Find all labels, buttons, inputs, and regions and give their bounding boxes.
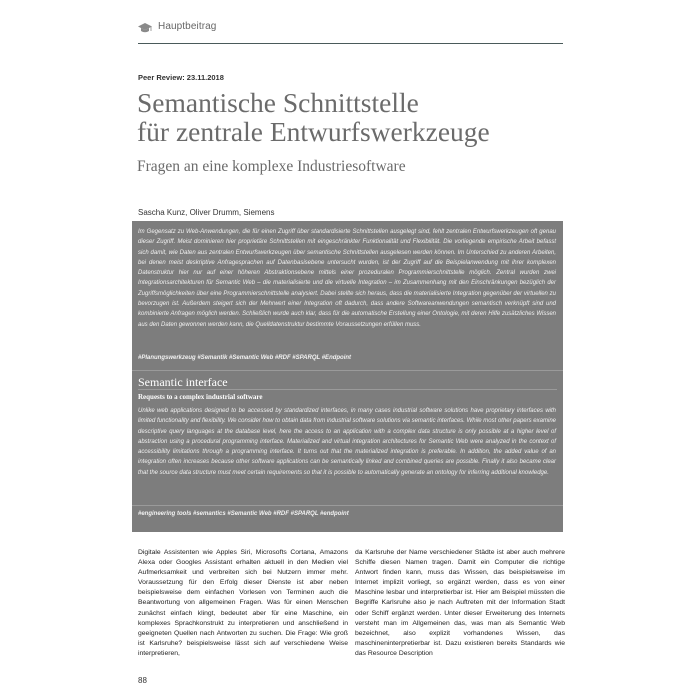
abstract-box [132,221,563,532]
body-column-left: Digitale Assistenten wie Apples Siri, Microsofts Cortana, Amazons Alexa oder Googles Assistant erhalten aktuell in den Medien viel Aufmerksamkeit und verbreiten sich bei Nutzern immer mehr. Voraussetzung für den Erfolg dieser Dienste ist aber neben beispielsweise dem einfachen Vorlesen von Terminen auch die Beantwortung von allgemeinen Fragen. Was für einen Menschen zunächst einfach klingt, bedeutet aber für eine Maschine, ein komplexes Sprachkonstrukt zu interpretieren und anschließend in geeigneten Quellen nach Antworten zu suchen. Die Frage: Wie groß ist Karlsruhe? beispielsweise lässt sich auf verschiedene Weise interpretieren, [138,549,348,657]
abstract-tags-divider [132,505,563,506]
header-divider [138,43,563,44]
section-label: Hauptbeitrag [158,21,217,32]
article-title-line2: für zentrale Entwurfswerkzeuge [137,116,490,147]
abstract-english-text: Unlike web applications designed to be accessed by standardized interfaces, in many cases industrial software solutions have proprietary interfaces with limited functionality and flexibility. We consider how to obtain data from industrial software solutions via semantic interfaces. While most other papers examine descriptive query languages at the database level, here the access to an application with a complex data structure is only possible at a higher level of abstraction using a procedural programming interface. Materialized and virtual integration architectures for Semantic Web were analyzed in the context of accessibility limitations through a programming interface. It turns out that the materialized integration is preferable. In addition, the added value of an integration often increases because other software applications can be semantically linked and combined queries are possible. Finally it also became clear that the source data structure must meet certain requirements so that it is possible to automatically generate an ontology for inferring additional knowledge. [138,408,556,476]
abstract-english-tags: #engineering tools #semantics #Semantic Web #RDF #SPARQL #endpoint [138,511,349,517]
body-column-right: da Karlsruhe der Name verschiedener Städte ist aber auch mehrere Schiffe diesen Namen tragen. Damit ein Computer die richtige Antwort finden kann, muss das Wissen, das beispielsweise im Internet implizit vorliegt, so ergänzt werden, dass es von einer Maschine lesbar und interpretierbar ist. Hier am Beispiel müssten die Begriffe Karlsruhe also je nach Auftreten mit der Information Stadt oder Schiff ergänzt werden. Unter dieser Erweiterung des Internets versteht man im Allgemeinen das, was man als Semantic Web bezeichnet, also explizit vorhandenes Wissen, das maschineninterpretierbar ist. Dazu existieren bereits Standards wie das Resource Description [355,549,565,657]
abstract-english-heading: Semantic interface [138,375,228,389]
article-subtitle: Fragen an eine komplexe Industriesoftware [137,158,406,175]
abstract-german-text: Im Gegensatz zu Web-Anwendungen, die für einen Zugriff über standardisierte Schnittstellen ausgelegt sind, fehlt zentralen Entwurfswerkzeugen oft genau dieser Zugriff. Meist dominieren hier proprietäre Schnittstellen mit eingeschränkter Funktionalität und Flexibilität. Die vorliegende empirische Arbeit befasst sich damit, wie Daten aus zentralen Entwurfswerkzeugen über semantische Schnittstellen ausgelesen werden können. Im Unterschied zu anderen Arbeiten, bei denen meist deskriptive Anfragesprachen auf Datenbasisebene untersucht wurden, ist der Zugriff auf die Beispielanwendung mit ihrer komplexen Datenstruktur hier nur auf einer höheren Abstraktionsebene mittels einer prozeduralen Programmierschnittstelle möglich. Zentral wurden zwei Integrationsarchitekturen für Semantic Web – die materialisierte und die virtuelle Integration – im Zusammenhang mit den Einschränkungen bezüglich der Zugriffsmöglichkeiten über eine Programmierschnittstelle analysiert. Dabei stellte sich heraus, dass die materialisierte Integration gegenüber der virtuellen zu bevorzugen ist. Außerdem steigert sich der Mehrwert einer Integration oft dadurch, dass andere Softwareanwendungen semantisch verknüpft sind und kombinierte Anfragen möglich werden. Schließlich wurde auch klar, dass für die automatische Erstellung einer Ontologie, mit deren Hilfe zusätzliches Wissen aus den Daten gewonnen werden kann, die Quelldatenstruktur bestimmte Voraussetzungen erfüllen muss. [138,229,556,328]
abstract-german-tags: #Planungswerkzeug #Semantik #Semantic Web #RDF #SPARQL #Endpoint [138,355,352,361]
graduation-cap-icon [138,22,152,34]
abstract-english-subheading: Requests to a complex industrial software [138,393,263,401]
section-header [138,18,563,44]
page-number: 88 [138,676,147,685]
article-authors: Sascha Kunz, Oliver Drumm, Siemens [138,208,275,217]
abstract-divider [132,370,563,371]
peer-review-date: Peer Review: 23.11.2018 [138,73,224,82]
article-title-line1: Semantische Schnittstelle [137,87,419,118]
article-title [137,88,567,146]
abstract-english-heading-rule [138,389,557,390]
